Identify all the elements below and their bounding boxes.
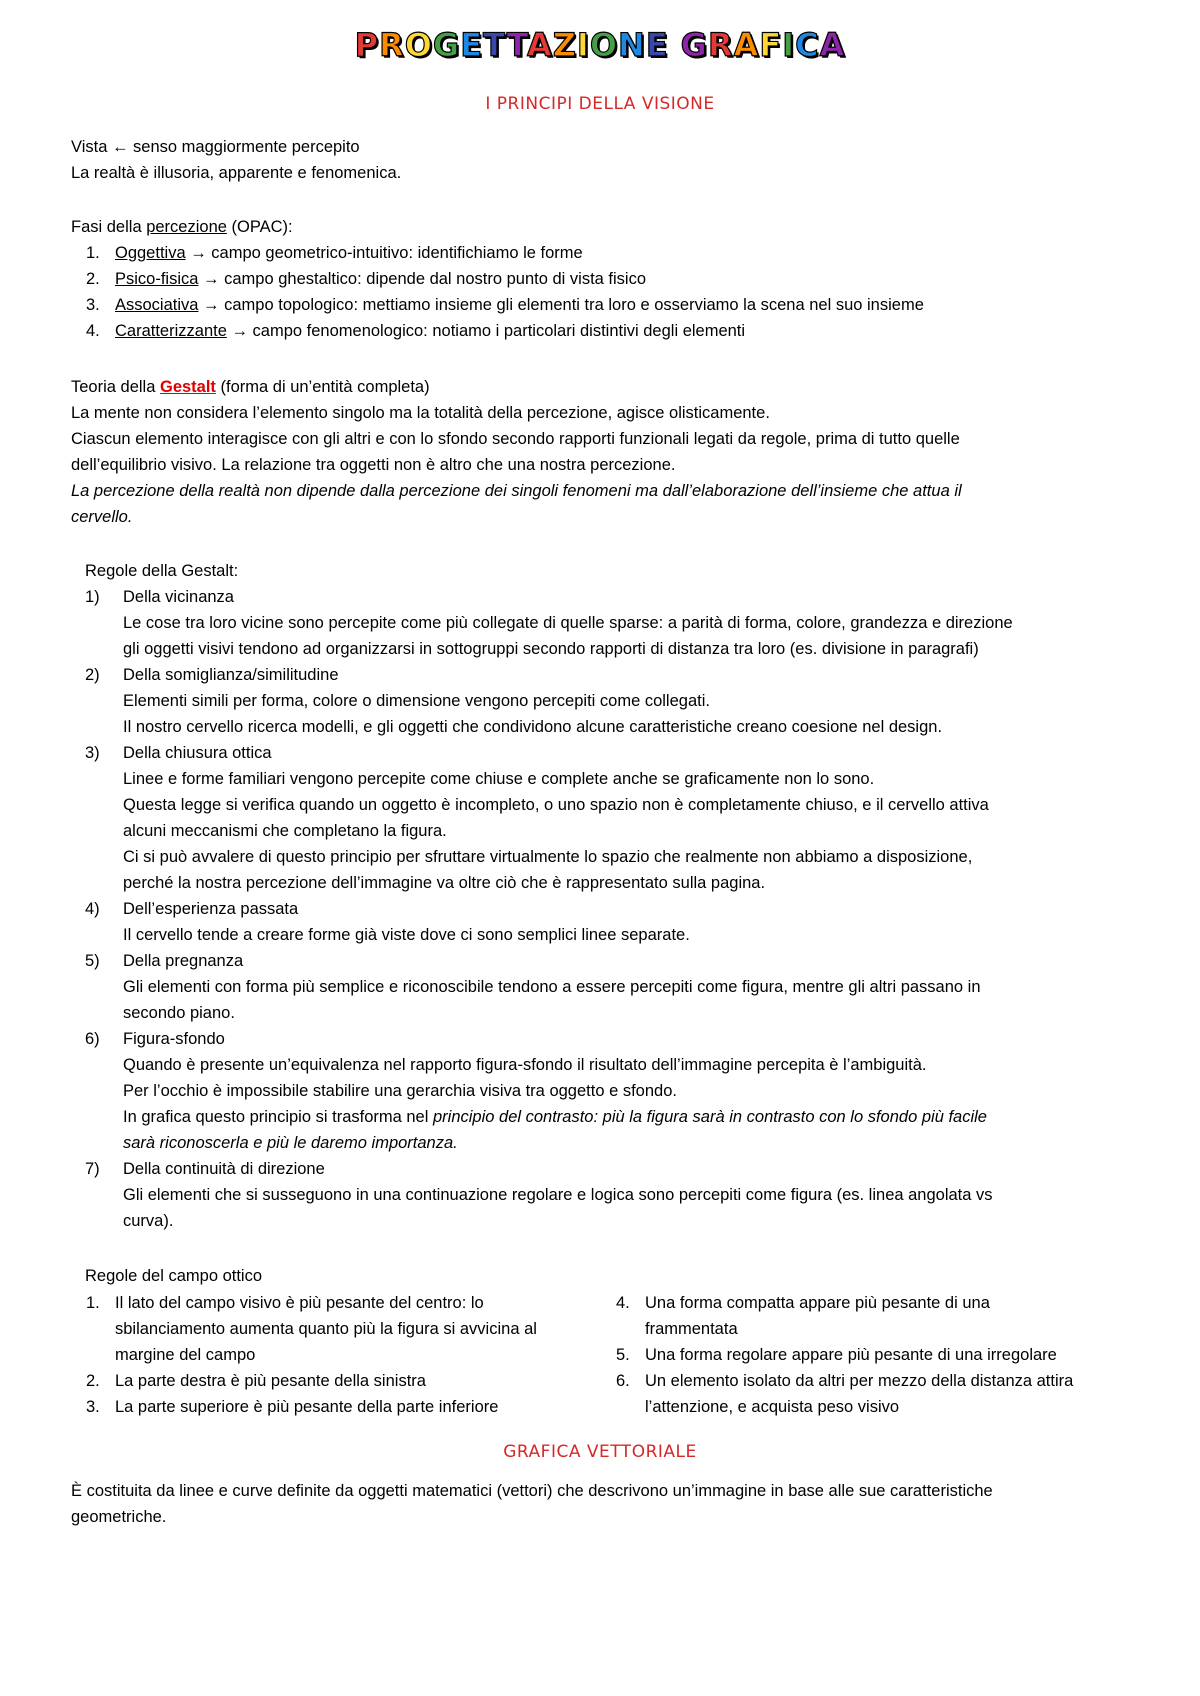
regola-line: curva). [123, 1212, 174, 1230]
campo-item-line: La parte destra è più pesante della sinistra [115, 1372, 426, 1390]
section-heading-vettoriale: GRAFICA VETTORIALE [503, 1442, 697, 1462]
regola-line: Per l’occhio è impossibile stabilire una gerarchia visiva tra oggetto e sfondo. [123, 1082, 677, 1100]
fasi-heading [71, 214, 293, 240]
regola-title: Della continuità di direzione [123, 1160, 325, 1178]
title-letter: A [733, 26, 760, 64]
title-letter: O [589, 26, 619, 64]
intro-vista: Vista ← senso maggiormente percepito [71, 138, 360, 156]
regola-number: 1) [85, 588, 100, 606]
fasi-prefix: Fasi della [71, 218, 147, 236]
vettoriale-paragraph-b: geometriche. [71, 1508, 167, 1526]
regola-line: secondo piano. [123, 1004, 235, 1022]
regola-number: 7) [85, 1160, 100, 1178]
gestalt-paragraph-2a: Ciascun elemento interagisce con gli altri e con lo sfondo secondo rapporti funzionali legati da regole, prima di tutto quelle [71, 430, 960, 448]
fasi-term: percezione [146, 218, 227, 236]
regola-number: 5) [85, 952, 100, 970]
fasi-item-number: 3. [86, 296, 100, 314]
fasi-item-desc: → campo ghestaltico: dipende dal nostro punto di vista fisico [198, 270, 647, 288]
regola-line: Ci si può avvalere di questo principio per sfruttare virtualmente lo spazio che realmente non abbiamo a disposizione, [123, 848, 973, 866]
regola-line: Il cervello tende a creare forme già viste dove ci sono semplici linee separate. [123, 926, 690, 944]
title-letter: R [707, 26, 734, 64]
title-letter: O [404, 26, 433, 64]
campo-item-line: Una forma regolare appare più pesante di una irregolare [645, 1346, 1057, 1364]
title-letter: I [576, 26, 590, 64]
regola-number: 2) [85, 666, 100, 684]
fasi-item-number: 2. [86, 270, 100, 288]
regola-line: Gli elementi che si susseguono in una continuazione regolare e logica sono percepiti come figura (es. linea angolata vs [123, 1186, 993, 1204]
regola-title: Della somiglianza/similitudine [123, 666, 339, 684]
section-heading-visione: I PRINCIPI DELLA VISIONE [485, 94, 715, 114]
regola-line: perché la nostra percezione dell’immagine va oltre ciò che è rappresentato sulla pagina. [123, 874, 766, 892]
regola-line: gli oggetti visivi tendono ad organizzarsi in sottogruppi secondo rapporti di distanza tra loro (es. divisione in paragrafi) [123, 640, 979, 658]
campo-item-number: 2. [86, 1372, 100, 1390]
fasi-item-desc: → campo topologico: mettiamo insieme gli elementi tra loro e osserviamo la scena nel suo insieme [198, 296, 924, 314]
regola-title: Della chiusura ottica [123, 744, 272, 762]
title-letter: G [432, 26, 461, 64]
regola-line: Linee e forme familiari vengono percepite come chiuse e complete anche se graficamente non lo sono. [123, 770, 875, 788]
title-letter: C [795, 26, 820, 64]
regola-title: Della vicinanza [123, 588, 234, 606]
fasi-item [115, 266, 646, 292]
vettoriale-paragraph-a: È costituita da linee e curve definite da oggetti matematici (vettori) che descrivono un’immagine in base alle sue caratteristiche [71, 1482, 993, 1500]
campo-item-line: margine del campo [115, 1346, 256, 1364]
regola-contrasto-line-a [123, 1104, 987, 1130]
campo-item-line: La parte superiore è più pesante della parte inferiore [115, 1398, 499, 1416]
title-letter: R [379, 26, 405, 64]
fasi-item-term: Associativa [115, 296, 199, 314]
fasi-item-term: Psico-fisica [115, 270, 199, 288]
gestalt-link[interactable]: Gestalt [159, 378, 216, 396]
title-letter: N [618, 26, 646, 64]
gestalt-italic-b: cervello. [71, 508, 133, 526]
campo-item-number: 1. [86, 1294, 100, 1312]
campo-item-line: frammentata [645, 1320, 738, 1338]
campo-item-line: l’attenzione, e acquista peso visivo [645, 1398, 900, 1416]
regola-line: alcuni meccanismi che completano la figura. [123, 822, 447, 840]
regola-line: Quando è presente un’equivalenza nel rapporto figura-sfondo il risultato dell’immagine percepita è l’ambiguità. [123, 1056, 927, 1074]
title-letter: T [483, 26, 507, 64]
fasi-item [115, 292, 924, 318]
fasi-item-number: 4. [86, 322, 100, 340]
regola-line: Le cose tra loro vicine sono percepite come più collegate di quelle sparse: a parità di forma, colore, grandezza e direzione [123, 614, 1013, 632]
regola-title: Figura-sfondo [123, 1030, 225, 1048]
title-letter: P [354, 26, 380, 64]
campo-item-number: 6. [616, 1372, 630, 1390]
page-title [0, 26, 1200, 64]
fasi-item-desc: → campo fenomenologico: notiamo i particolari distintivi degli elementi [226, 322, 746, 340]
fasi-item [115, 318, 745, 344]
campo-item-line: Un elemento isolato da altri per mezzo della distanza attira [645, 1372, 1074, 1390]
title-letter: E [645, 26, 669, 64]
regola-line: Il nostro cervello ricerca modelli, e gli oggetti che condividono alcune caratteristiche creano coesione nel design. [123, 718, 943, 736]
fasi-item-number: 1. [86, 244, 100, 262]
title-letter: Z [552, 26, 577, 64]
regola-contrasto-line-b: sarà riconoscerla e più le daremo importanza. [123, 1134, 458, 1152]
regole-heading: Regole della Gestalt: [85, 562, 239, 580]
fasi-item-term: Caratterizzante [115, 322, 227, 340]
regola-line: Elementi simili per forma, colore o dimensione vengono percepiti come collegati. [123, 692, 710, 710]
gestalt-paragraph-2b: dell’equilibrio visivo. La relazione tra oggetti non è altro che una nostra percezione. [71, 456, 676, 474]
title-letter: A [526, 26, 553, 64]
title-letter: T [506, 26, 527, 64]
contrasto-prefix: In grafica questo principio si trasforma nel [123, 1108, 433, 1126]
gestalt-paragraph-1: La mente non considera l’elemento singolo ma la totalità della percezione, agisce olisticamente. [71, 404, 770, 422]
fasi-suffix: (OPAC): [226, 218, 293, 236]
gestalt-italic-a: La percezione della realtà non dipende dalla percezione dei singoli fenomeni ma dall’elaborazione dell’insieme che attua il [71, 482, 962, 500]
gestalt-heading [71, 374, 430, 400]
title-letter: A [819, 26, 846, 64]
regola-line: Gli elementi con forma più semplice e riconoscibile tendono a essere percepiti come figura, mentre gli altri passano in [123, 978, 981, 996]
intro-realta: La realtà è illusoria, apparente e fenomenica. [71, 164, 402, 182]
fasi-item-desc: → campo geometrico-intuitivo: identifichiamo le forme [185, 244, 583, 262]
campo-item-line: Il lato del campo visivo è più pesante del centro: lo [115, 1294, 484, 1312]
title-letter: G [680, 26, 708, 64]
campo-item-line: Una forma compatta appare più pesante di una [645, 1294, 990, 1312]
regola-number: 6) [85, 1030, 100, 1048]
gestalt-suffix: (forma di un’entità completa) [215, 378, 430, 396]
regola-title: Dell’esperienza passata [123, 900, 299, 918]
title-letter: F [759, 26, 783, 64]
regola-number: 3) [85, 744, 100, 762]
campo-item-line: sbilanciamento aumenta quanto più la figura si avvicina al [115, 1320, 537, 1338]
title-letter: I [782, 26, 796, 64]
fasi-item [115, 240, 583, 266]
regola-number: 4) [85, 900, 100, 918]
regola-title: Della pregnanza [123, 952, 244, 970]
regola-line: Questa legge si verifica quando un oggetto è incompleto, o uno spazio non è completamente chiuso, e il cervello attiva [123, 796, 989, 814]
campo-heading: Regole del campo ottico [85, 1267, 263, 1285]
fasi-item-term: Oggettiva [115, 244, 186, 262]
title-letter: E [460, 26, 484, 64]
campo-item-number: 4. [616, 1294, 630, 1312]
campo-item-number: 5. [616, 1346, 630, 1364]
gestalt-prefix: Teoria della [71, 378, 160, 396]
contrasto-italic: principio del contrasto: più la figura sarà in contrasto con lo sfondo più facile [432, 1108, 987, 1126]
campo-item-number: 3. [86, 1398, 100, 1416]
